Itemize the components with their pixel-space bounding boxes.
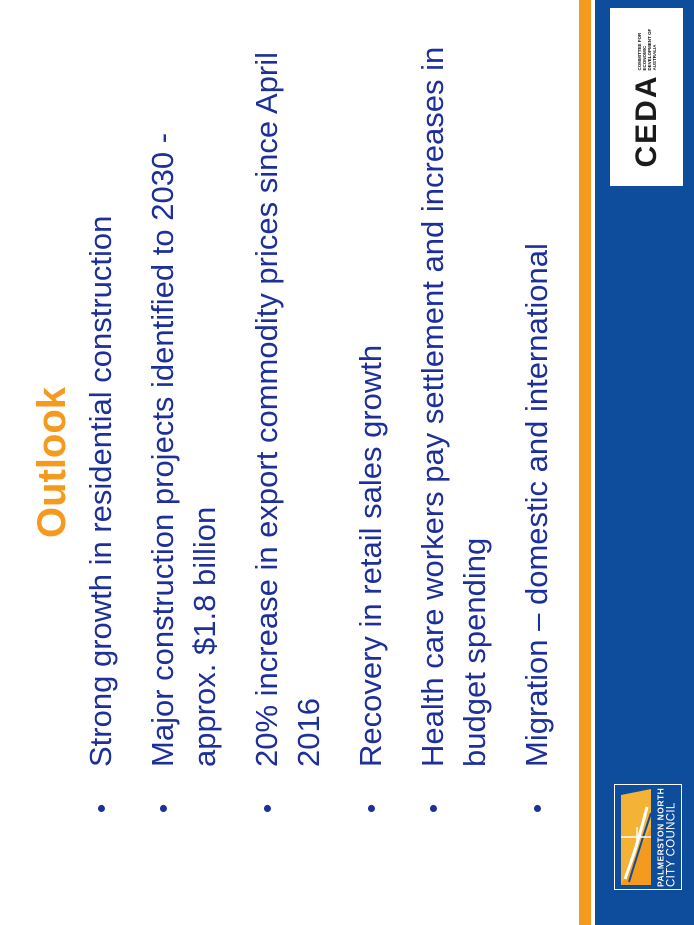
bullet-list — [80, 27, 578, 817]
bullet-item: • Major construction projects identified to 2030 - approx. $1.8 billion — [142, 27, 226, 817]
council-emblem-icon — [617, 787, 655, 887]
council-name-line2: CITY COUNCIL — [665, 802, 678, 887]
ceda-tagline: COMMITTEE FOR ECONOMIC DEVELOPMENT OF AUSTRALIA — [636, 28, 657, 71]
bullet-item: • Strong growth in residential construction — [80, 27, 122, 817]
bullet-item: • Health care workers pay settlement and increases in budget spending — [412, 27, 496, 817]
council-name-line1: PALMERSTON NORTH — [655, 787, 666, 887]
slide-title: Outlook — [30, 386, 74, 539]
orange-stripe — [579, 0, 591, 925]
bullet-item: • 20% increase in export commodity prices since April 2016 — [246, 27, 330, 817]
bullet-item: • Migration – domestic and international — [516, 27, 558, 817]
bullet-item: • Recovery in retail sales growth — [350, 27, 392, 817]
ceda-logo — [610, 8, 683, 186]
council-logo — [614, 784, 682, 890]
ceda-wordmark: CEDA — [629, 74, 663, 168]
